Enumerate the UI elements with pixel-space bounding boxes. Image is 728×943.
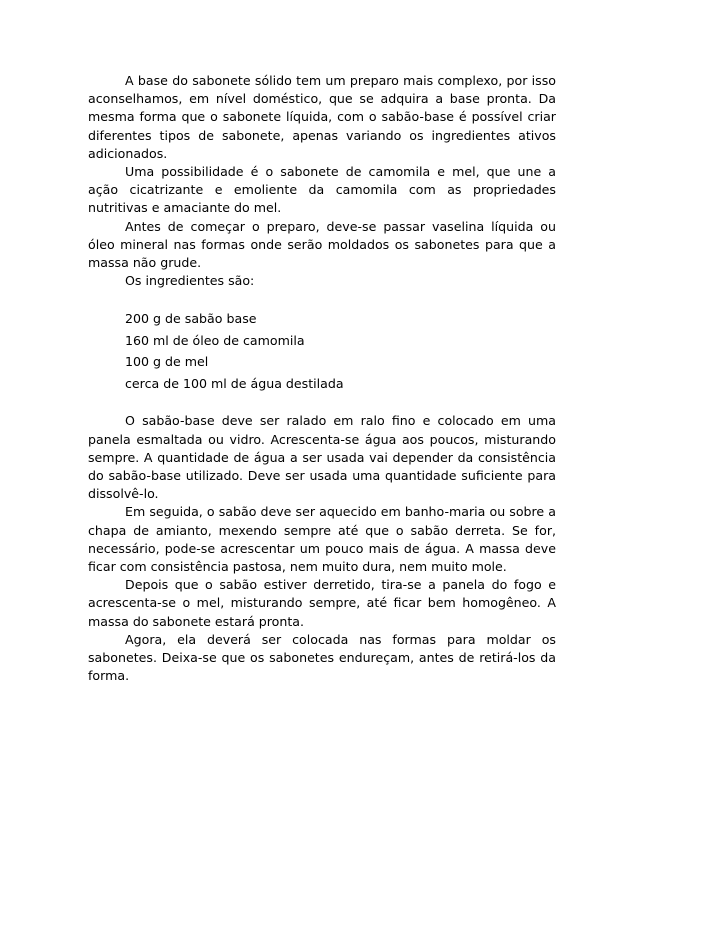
paragraph-intro: A base do sabonete sólido tem um preparo mais complexo, por isso aconselhamos, em nível doméstico, que se adquira a base pronta. Da mesma forma que o sabonete líquida, com o sabão-base é possível criar diferentes tipos de sabonete, apenas variando os ingredientes ativos adicionados. [88,73,556,161]
ingredient-item: 100 g de mel [125,354,209,370]
paragraph-preparation-note: Antes de começar o preparo, deve-se passar vaselina líquida ou óleo mineral nas formas onde serão moldados os sabonetes para que a massa não grude. [88,218,556,271]
document-body [88,72,556,685]
ingredients-list [88,308,556,394]
ingredient-item: cerca de 100 ml de água destilada [125,375,344,391]
ingredient-item: 200 g de sabão base [125,311,257,327]
spacer [88,394,556,412]
paragraph-step-mold: Agora, ela deverá ser colocada nas formas para moldar os sabonetes. Deixa-se que os sabonetes endureçam, antes de retirá-los da forma. [88,631,556,684]
paragraph-step-grate: O sabão-base deve ser ralado em ralo fino e colocado em uma panela esmaltada ou vidro. Acrescenta-se água aos poucos, misturando sempre. A quantidade de água a ser usada vai depender da consistência do sabão-base utilizado. Deve ser usada uma quantidade suficiente para dissolvê-lo. [88,413,556,502]
ingredients-heading: Os ingredientes são: [125,273,255,289]
paragraph-step-honey: Depois que o sabão estiver derretido, tira-se a panela do fogo e acrescenta-se o mel, misturando sempre, até ficar bem homogêneo. A massa do sabonete estará pronta. [88,577,556,629]
ingredient-item: 160 ml de óleo de camomila [125,332,305,348]
paragraph-possibility: Uma possibilidade é o sabonete de camomila e mel, que une a ação cicatrizante e emoliente da camomila com as propriedades nutritivas e amaciante do mel. [88,164,556,216]
paragraph-step-heat: Em seguida, o sabão deve ser aquecido em banho-maria ou sobre a chapa de amianto, mexendo sempre até que o sabão derreta. Se for, necessário, pode-se acrescentar um pouco mais de água. A massa deve ficar com consistência pastosa, nem muito dura, nem muito mole. [88,504,556,575]
